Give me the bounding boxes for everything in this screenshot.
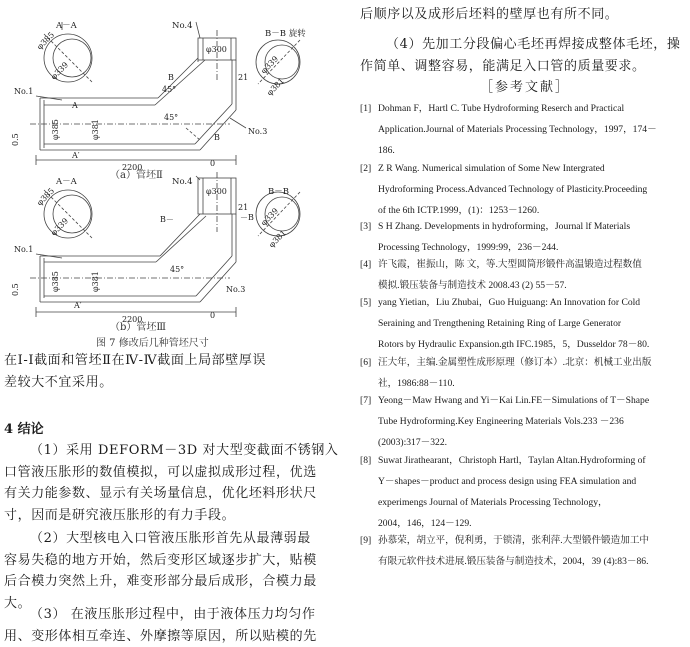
label-2200-b: 2200 [122,315,142,324]
label-d339-b: φ339 [49,216,70,237]
label-d300-b: φ300 [206,187,227,196]
text-line: 在Ⅰ-Ⅰ截面和管坯Ⅱ在Ⅳ-Ⅳ截面上局部壁厚误 [4,350,266,372]
label-bb-rot: B－B 旋转 [265,28,306,39]
label-no1-a: No.1 [14,87,33,96]
reference-line: Suwat Jirathearant，Christoph Hartl，Taylan Altan.Hydroforming of [378,450,682,471]
text-line: （3） 在液压胀形过程中，由于液体压力均匀作 [4,604,317,626]
label-45-b: 45° [170,265,184,274]
label-aprime-b: A′ [73,301,82,310]
label-no3-a: No.3 [248,127,267,136]
reference-line: 186. [378,140,682,161]
reference-line: (2003):317－322. [378,432,682,453]
text-line: 有关力能参数、显示有关场量信息，优化坯料形状尺 [4,483,339,505]
section-title-conclusion: 4 结论 [4,418,44,437]
reference-number: [8] [360,450,371,471]
reference-line: of the 6th ICTP.1999，(1)：1253－1260. [378,200,682,221]
reference-line: Yeong－Maw Hwang and Yi－Kai Lin.FE－Simulations of T－Shape [378,390,682,411]
reference-line: Z R Wang. Numerical simulation of Some New Intergrated [378,158,682,179]
label-bb-b: B－B [268,187,289,197]
reference-line: Processing Technology，1999:99，236－244. [378,237,682,258]
figure-7 [0,0,350,348]
reference-number: [9] [360,530,371,551]
text-line: （1）采用 DEFORM－3D 对大型变截面不锈钢入 [4,440,339,462]
figure-caption: 图 7 修改后几种管坯尺寸 [96,334,209,349]
reference-line: Y－shapes－product and process design using FEA simulation and [378,471,682,492]
reference-line: 有限元软件技术进展.锻压装备与制造技术，2004，39 (4):83－86. [378,551,682,572]
label-05-a: 0.5 [11,133,20,146]
reference-line: 孙慕荣，胡立平，倪利勇，于锁清，张利萍.大型锻件锻造加工中 [378,530,682,551]
reference-line: Application.Journal of Materials Processing Technology，1997，174－ [378,119,682,140]
text-line: 口管液压胀形的数值模拟，可以虚拟成形过程，优选 [4,462,339,484]
text-line: 大。 [4,593,317,615]
label-45-a2: 45° [164,113,178,122]
label-d385-b2: φ385 [51,271,60,292]
label-d381-b: φ381 [91,271,100,292]
label-d339-a: φ339 [49,60,70,81]
label-minusb-b: －B [240,213,254,222]
paragraph-6 [360,34,680,77]
label-d385-b: φ385 [35,186,56,207]
paragraph-5 [360,4,618,26]
text-line: 容易失稳的地方开始，然后变形区域逐步扩大，贴模 [4,550,317,572]
label-21-b: 21 [238,203,248,212]
text-line: （4）先加工分段偏心毛坯再焊接成整体毛坯，操 [360,34,680,56]
paragraph-1 [4,350,266,393]
label-aa-b: A－A [55,177,78,187]
text-line: 后合模力突然上升，难变形部分最后成形，合模力最 [4,571,317,593]
reference-line: experimengs Journal of Materials Processing Technology， [378,492,682,513]
label-bminus-b: B－ [160,215,174,224]
label-no3-b: No.3 [226,285,245,294]
reference-number: [3] [360,216,371,237]
reference-line: 社，1986:88－110. [378,373,682,394]
label-2200-a: 2200 [122,163,142,172]
references-heading: ［参考文献］ [480,76,570,95]
reference-line: Rotors by Hydraulic Expansion.gth IFC.1985，5，Dusseldor 78－80. [378,334,682,355]
reference-number: [2] [360,158,371,179]
label-b-a: B [168,73,174,82]
reference-line: S H Zhang. Developments in hydroforming，Journal lf Materials [378,216,682,237]
label-aprime-a: A′ [71,151,80,160]
paragraph-2 [4,440,339,526]
text-line: 作简单、调整容易，能满足入口管的质量要求。 [360,56,680,78]
label-d385-a: φ385 [35,30,56,51]
reference-line: Dohman F，Hartl C. Tube Hydroforming Reserch and Practical [378,98,682,119]
label-no1-b: No.1 [14,245,33,254]
label-d385-a2: φ385 [51,119,60,140]
text-line: （2）大型核电入口管液压胀形首先从最薄弱最 [4,528,317,550]
caption-b: （b）管坯Ⅲ [110,318,166,333]
reference-line: 许飞霞，崔振山，陈 文，等.大型圆筒形锻件高温锻造过程数值 [378,254,682,275]
reference-line: Hydroforming Process.Advanced Technology of Plasticity.Proceeding [378,179,682,200]
reference-number: [7] [360,390,371,411]
label-no4-b: No.4 [172,177,193,187]
reference-line: 汪大年，主编.金属塑性成形原理（修订本）.北京：机械工业出版 [378,352,682,373]
reference-number: [1] [360,98,371,119]
label-d300-a: φ300 [206,45,227,54]
paragraph-4 [4,604,317,647]
reference-line: yang Yietian，Liu Zhubai，Guo Huiguang: An Innovation for Cold [378,292,682,313]
reference-line: Seraining and Trengthening Retaining Ring of Large Generator [378,313,682,334]
label-05-b: 0.5 [11,283,20,296]
reference-number: [4] [360,254,371,275]
label-d339-bb-b: φ339 [259,206,280,227]
label-b2-a: B [214,133,220,142]
reference-number: [6] [360,352,371,373]
label-a-a: A [71,101,78,110]
caption-a: （a）管坯Ⅱ [110,166,163,181]
reference-number: [5] [360,292,371,313]
reference-line: 2004，146，124－129. [378,513,682,534]
text-line: 后顺序以及成形后坯料的壁厚也有所不同。 [360,4,618,26]
text-line: 用、变形体相互牵连、外摩擦等原因，所以贴模的先 [4,626,317,647]
label-no4-a: No.4 [172,21,193,31]
label-0-b: 0 [210,311,215,320]
label-0-a: 0 [210,159,215,168]
label-45-a1: 45° [162,85,176,94]
reference-line: Tube Hydroforming.Key Engineering Materials Vols.233 －236 [378,411,682,432]
text-line: 差较大不宜采用。 [4,372,266,394]
text-line: 寸，因而是研究液压胀形的有力手段。 [4,505,339,527]
label-d381-bb: φ381 [265,76,286,97]
label-21-a: 21 [238,73,248,82]
label-d339-bb: φ339 [259,54,280,75]
paragraph-3 [4,528,317,614]
reference-line: 模拟.锻压装备与制造技术 2008.43 (2) 55－57. [378,275,682,296]
label-d381-a: φ381 [91,119,100,140]
label-aa-a: A－A [55,21,78,31]
label-d381-bb-b: φ381 [267,228,288,249]
